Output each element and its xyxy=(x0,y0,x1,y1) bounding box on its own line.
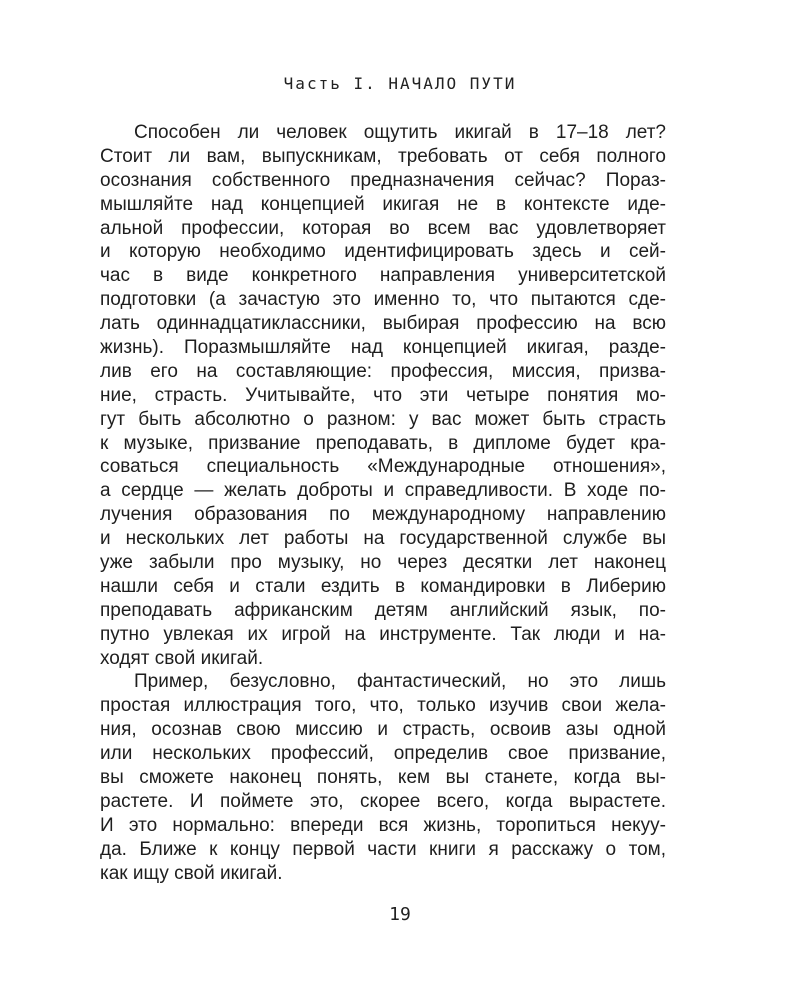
text-line: ходят свой икигай. xyxy=(100,647,264,669)
text-line: Способен ли человек ощутить икигай в 17–18 лет? xyxy=(134,122,666,143)
text-line: жизнь). Поразмышляйте над концепцией икигая, разде- xyxy=(100,337,666,359)
text-line: альной профессии, которая во всем вас удовлетворяет xyxy=(100,217,666,239)
running-header: Часть I. НАЧАЛО ПУТИ xyxy=(283,74,517,93)
text-line: простая иллюстрация того, что, только изучив свои жела- xyxy=(100,695,666,717)
text-line: ния, осознав свою миссию и страсть, освоив азы одной xyxy=(100,719,666,741)
text-line: соваться специальность «Международные отношения», xyxy=(100,456,666,478)
text-line: да. Ближе к концу первой части книги я расскажу о том, xyxy=(100,838,666,860)
text-line: к музыке, призвание преподавать, в дипломе будет кра- xyxy=(100,432,666,454)
text-line: И это нормально: впереди вся жизнь, торопиться некуу- xyxy=(100,814,666,836)
text-line: подготовки (а зачастую это именно то, что пытаются сде- xyxy=(100,289,666,311)
text-line: мышляйте над концепцией икигая не в контексте иде- xyxy=(100,193,666,215)
text-line: преподавать африканским детям английский язык, по- xyxy=(100,599,666,621)
text-line: растете. И поймете это, скорее всего, когда вырастете. xyxy=(100,790,666,812)
text-line: вы сможете наконец понять, кем вы станете, когда вы- xyxy=(100,767,666,789)
text-line: как ищу свой икигай. xyxy=(100,862,283,884)
paragraph-2 xyxy=(100,670,666,885)
text-line: гут быть абсолютно о разном: у вас может быть страсть xyxy=(100,408,666,430)
text-line: и нескольких лет работы на государственной службе вы xyxy=(100,528,666,550)
text-line: Стоит ли вам, выпускникам, требовать от себя полного xyxy=(100,145,666,167)
page-number: 19 xyxy=(389,904,411,925)
text-line: Пример, безусловно, фантастический, но это лишь xyxy=(134,671,666,693)
text-line: и которую необходимо идентифицировать здесь и сей- xyxy=(100,241,666,263)
paragraph-1 xyxy=(100,121,666,670)
text-line: а сердце — желать доброты и справедливости. В ходе по- xyxy=(100,480,666,502)
text-line: нашли себя и стали ездить в командировки в Либерию xyxy=(100,575,666,597)
text-line: лучения образования по международному направлению xyxy=(100,504,666,526)
text-line: лив его на составляющие: профессия, миссия, призва- xyxy=(100,360,666,382)
text-line: осознания собственного предназначения сейчас? Пораз- xyxy=(100,169,666,191)
text-line: ние, страсть. Учитывайте, что эти четыре понятия мо- xyxy=(100,384,666,406)
text-line: час в виде конкретного направления университетской xyxy=(100,265,666,287)
text-line: лать одиннадцатиклассники, выбирая профессию на всю xyxy=(100,313,666,335)
text-line: уже забыли про музыку, но через десятки лет наконец xyxy=(100,552,666,574)
text-line: или нескольких профессий, определив свое призвание, xyxy=(100,743,666,765)
text-line: путно увлекая их игрой на инструменте. Так люди и на- xyxy=(100,623,666,645)
body-text xyxy=(100,121,666,886)
